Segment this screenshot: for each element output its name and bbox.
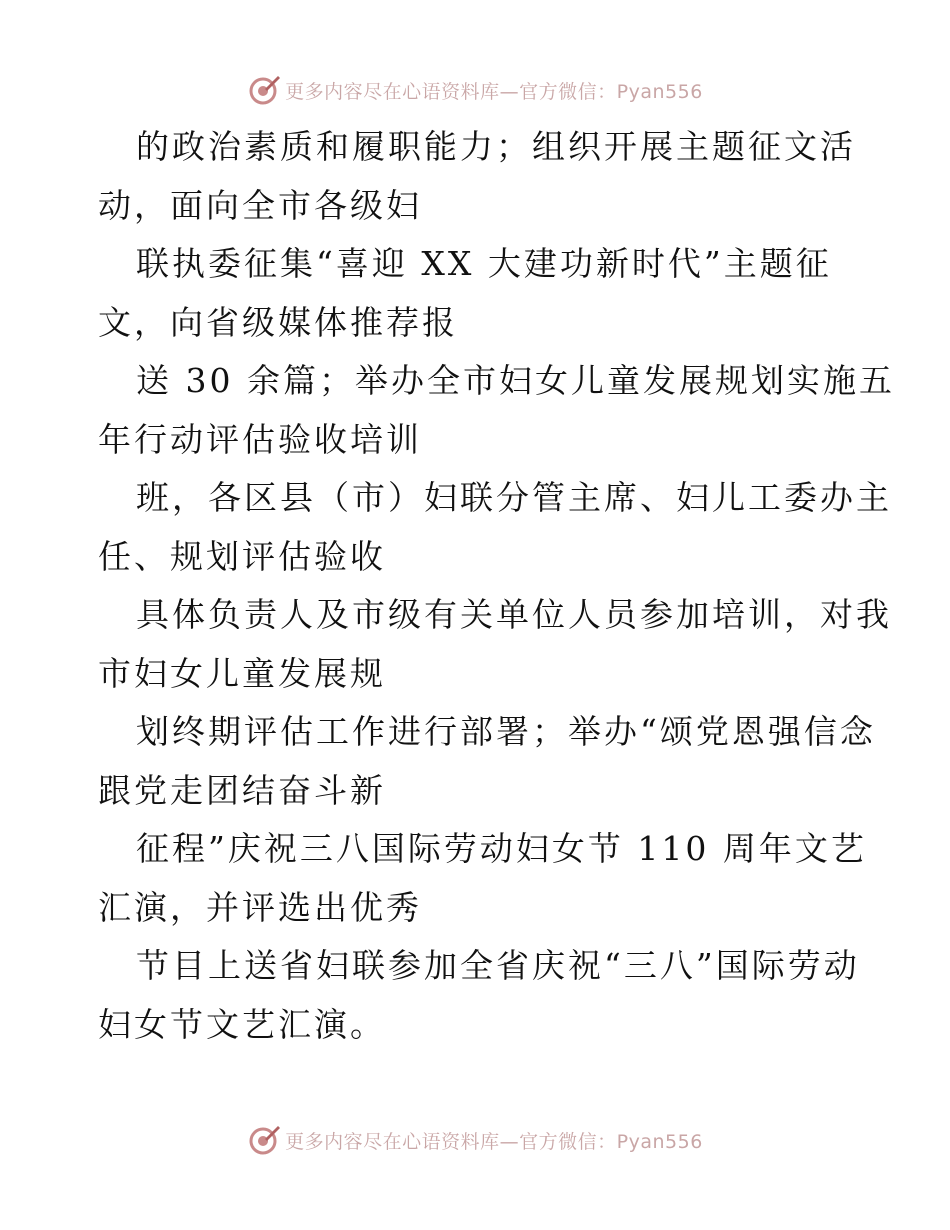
text-line: 征程”庆祝三八国际劳动妇女节 110 周年文艺 xyxy=(136,829,867,868)
text-line: 妇女节文艺汇演。 xyxy=(98,1004,386,1044)
pen-circle-logo-icon xyxy=(247,73,281,107)
text-line: 文，向省级媒体推荐报 xyxy=(98,302,458,342)
text-line: 具体负责人及市级有关单位人员参加培训，对我 xyxy=(136,595,892,634)
pen-circle-logo-icon xyxy=(247,1123,281,1157)
text-line: 汇演，并评选出优秀 xyxy=(98,887,422,927)
text-line: 动，面向全市各级妇 xyxy=(98,185,422,225)
text-line: 市妇女儿童发展规 xyxy=(98,653,386,693)
text-line: 的政治素质和履职能力；组织开展主题征文活 xyxy=(136,127,856,166)
text-line: 划终期评估工作进行部署；举办“颂党恩强信念 xyxy=(136,712,876,751)
watermark-text: 更多内容尽在心语资料库—官方微信：Pyan556 xyxy=(285,1130,703,1153)
text-line: 联执委征集“喜迎 XX 大建功新时代”主题征 xyxy=(136,244,832,283)
text-line: 跟党走团结奋斗新 xyxy=(98,770,386,810)
text-line: 送 30 余篇；举办全市妇女儿童发展规划实施五 xyxy=(136,361,895,400)
header-watermark xyxy=(0,70,950,110)
document-body xyxy=(98,118,895,1054)
text-line: 任、规划评估验收 xyxy=(98,536,386,576)
footer-watermark xyxy=(0,1120,950,1160)
text-line: 年行动评估验收培训 xyxy=(98,419,422,459)
text-line: 节目上送省妇联参加全省庆祝“三八”国际劳动 xyxy=(136,946,860,985)
text-line: 班，各区县（市）妇联分管主席、妇儿工委办主 xyxy=(136,478,892,517)
watermark-text: 更多内容尽在心语资料库—官方微信：Pyan556 xyxy=(285,80,703,103)
